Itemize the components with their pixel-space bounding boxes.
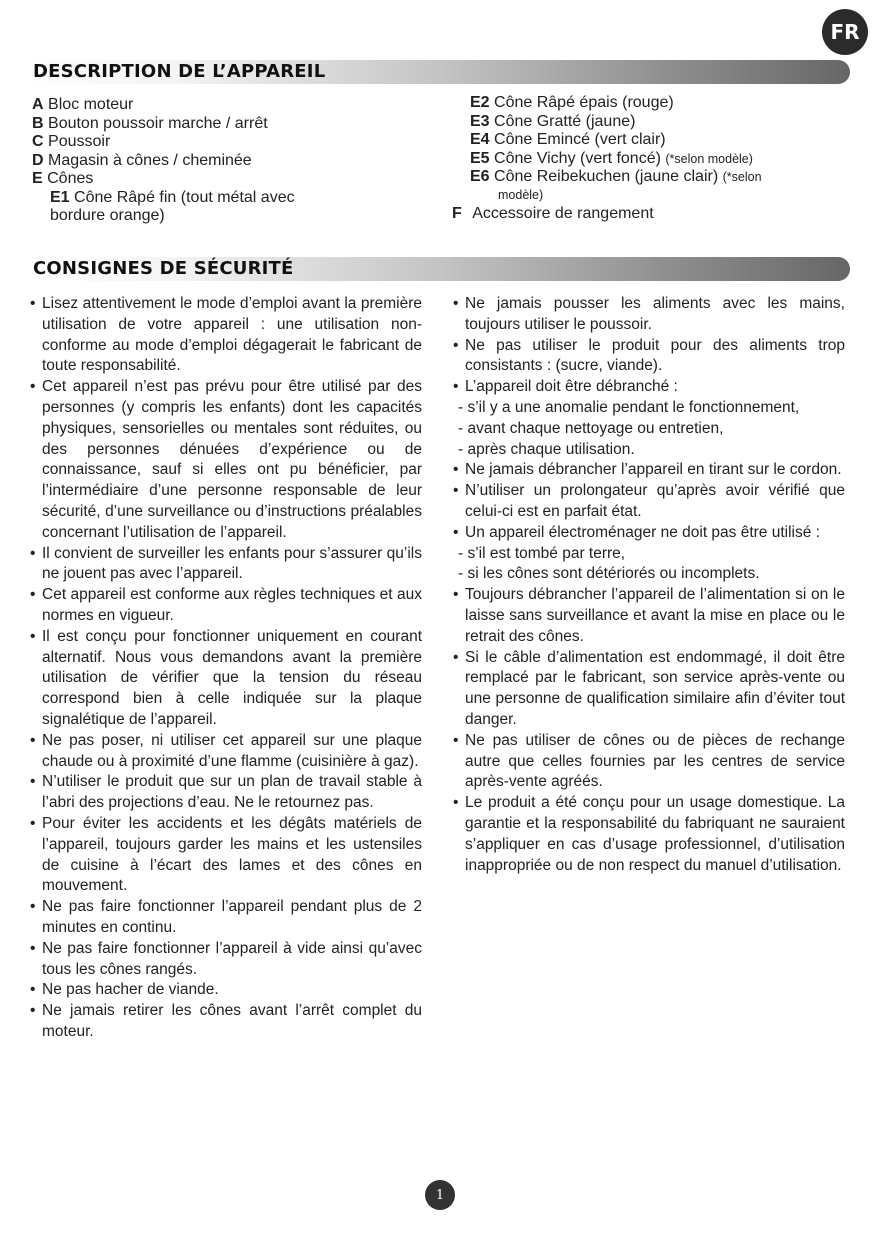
part-item-e6-note: modèle) [498,187,544,202]
safety-item: • Toujours débrancher l’appareil de l’alimentation si on le laisse sans surveillance et avant la mise en place ou le retrait des cônes. [453,585,845,647]
safety-subitem: - s’il y a une anomalie pendant le fonctionnement, [458,398,800,416]
safety-item: • Lisez attentivement le mode d’emploi avant la première utilisation de votre appareil : une utilisation non-conforme au mode d’emploi dégagerait le fabricant de toute responsabilité. [30,294,422,377]
description-title: DESCRIPTION DE L’APPAREIL [33,61,326,82]
part-item-e5: E5 Cône Vichy (vert foncé) (*selon modèle) [470,149,753,167]
safety-item: • Ne pas faire fonctionner l’appareil à vide ainsi qu’avec tous les cônes rangés. [30,939,422,981]
safety-item: • Pour éviter les accidents et les dégâts matériels de l’appareil, toujours garder les mains et les ustensiles de cuisine à l’écart des lames et des cônes en mouvement. [30,814,422,897]
safety-item: • Ne pas utiliser le produit pour des aliments trop consistants : (sucre, viande). [453,336,845,378]
safety-item: • N’utiliser le produit que sur un plan de travail stable à l’abri des projections d’eau. Ne le retournez pas. [30,772,422,814]
safety-subitem: - si les cônes sont détériorés ou incomplets. [458,565,760,583]
safety-item: • Il convient de surveiller les enfants pour s’assurer qu’ils ne jouent pas avec l’appareil. [30,544,422,586]
part-item-e: E Cônes [32,170,94,187]
safety-item: • Ne pas hacher de viande. [30,980,422,1001]
part-item-a: A Bloc moteur [32,96,134,113]
part-item-d: D Magasin à cônes / cheminée [32,151,252,169]
part-item-e1: E1 Cône Râpé fin (tout métal avec [50,188,295,206]
safety-item: • Ne jamais retirer les cônes avant l’arrêt complet du moteur. [30,1001,422,1043]
part-item-f: F Accessoire de rangement [452,204,654,222]
safety-subitem: - avant chaque nettoyage ou entretien, [458,419,724,437]
safety-subitem: - s’il est tombé par terre, [458,544,626,562]
safety-item: • Le produit a été conçu pour un usage domestique. La garantie et la responsabilité du fabriquant ne sauraient s’appliquer en cas d’usage professionnel, d’utilisation inappropriée ou de non respect du manuel d’utilisation. [453,793,845,876]
safety-item: • Ne pas faire fonctionner l’appareil pendant plus de 2 minutes en continu. [30,897,422,939]
safety-left-column [30,294,422,1043]
safety-item: • Ne pas poser, ni utiliser cet appareil sur une plaque chaude ou à proximité d’une flamme (cuisinière à gaz). [30,731,422,773]
safety-right-column [453,294,845,876]
safety-item: • Ne jamais pousser les aliments avec les mains, toujours utiliser le poussoir. [453,294,845,336]
part-item-b: B Bouton poussoir marche / arrêt [32,114,268,132]
safety-item: • Ne jamais débrancher l’appareil en tirant sur le cordon. [453,460,845,481]
safety-subitem: - après chaque utilisation. [458,440,635,458]
description-left-column [32,96,295,226]
safety-item: • Cet appareil est conforme aux règles techniques et aux normes en vigueur. [30,585,422,627]
safety-item: • L’appareil doit être débranché : [453,377,845,398]
part-item-c: C Poussoir [32,133,111,150]
language-badge: FR [822,9,868,55]
part-item-e1-cont: bordure orange) [50,207,165,224]
safety-title: CONSIGNES DE SÉCURITÉ [33,258,294,279]
page-number: 1 [425,1180,455,1210]
part-item-e4: E4 Cône Emincé (vert clair) [470,131,666,148]
safety-item: • Ne pas utiliser de cônes ou de pièces de rechange autre que celles fournies par les centres de service après-vente agréés. [453,731,845,793]
safety-item: • Cet appareil n’est pas prévu pour être utilisé par des personnes (y compris les enfants) dont les capacités physiques, sensorielles ou mentales sont réduites, ou des personnes dénuées d’expérience ou de connaissance, sauf si elles ont pu bénéficier, par l’intermédiaire d’une personne responsable de leur sécurité, d’une surveillance ou d’instructions préalables concernant l’utilisation de l’appareil. [30,377,422,543]
safety-header-band [28,257,850,281]
safety-item: • N’utiliser un prolongateur qu’après avoir vérifié que celui-ci est en parfait état. [453,481,845,523]
description-right-column [452,94,762,223]
safety-item: • Il est conçu pour fonctionner uniquement en courant alternatif. Nous vous demandons avant la première utilisation de vérifier que la tension du réseau correspond bien à celle indiquée sur la plaque signalétique de l’appareil. [30,627,422,731]
safety-item: • Si le câble d’alimentation est endommagé, il doit être remplacé par le fabricant, son service après-vente ou une personne de qualification similaire afin d’éviter tout danger. [453,648,845,731]
part-item-e2: E2 Cône Râpé épais (rouge) [470,94,674,111]
description-header-band [28,60,850,84]
part-item-e6: E6 Cône Reibekuchen (jaune clair) (*selon [470,168,762,185]
safety-item: • Un appareil électroménager ne doit pas être utilisé : [453,523,845,544]
part-item-e3: E3 Cône Gratté (jaune) [470,112,636,130]
